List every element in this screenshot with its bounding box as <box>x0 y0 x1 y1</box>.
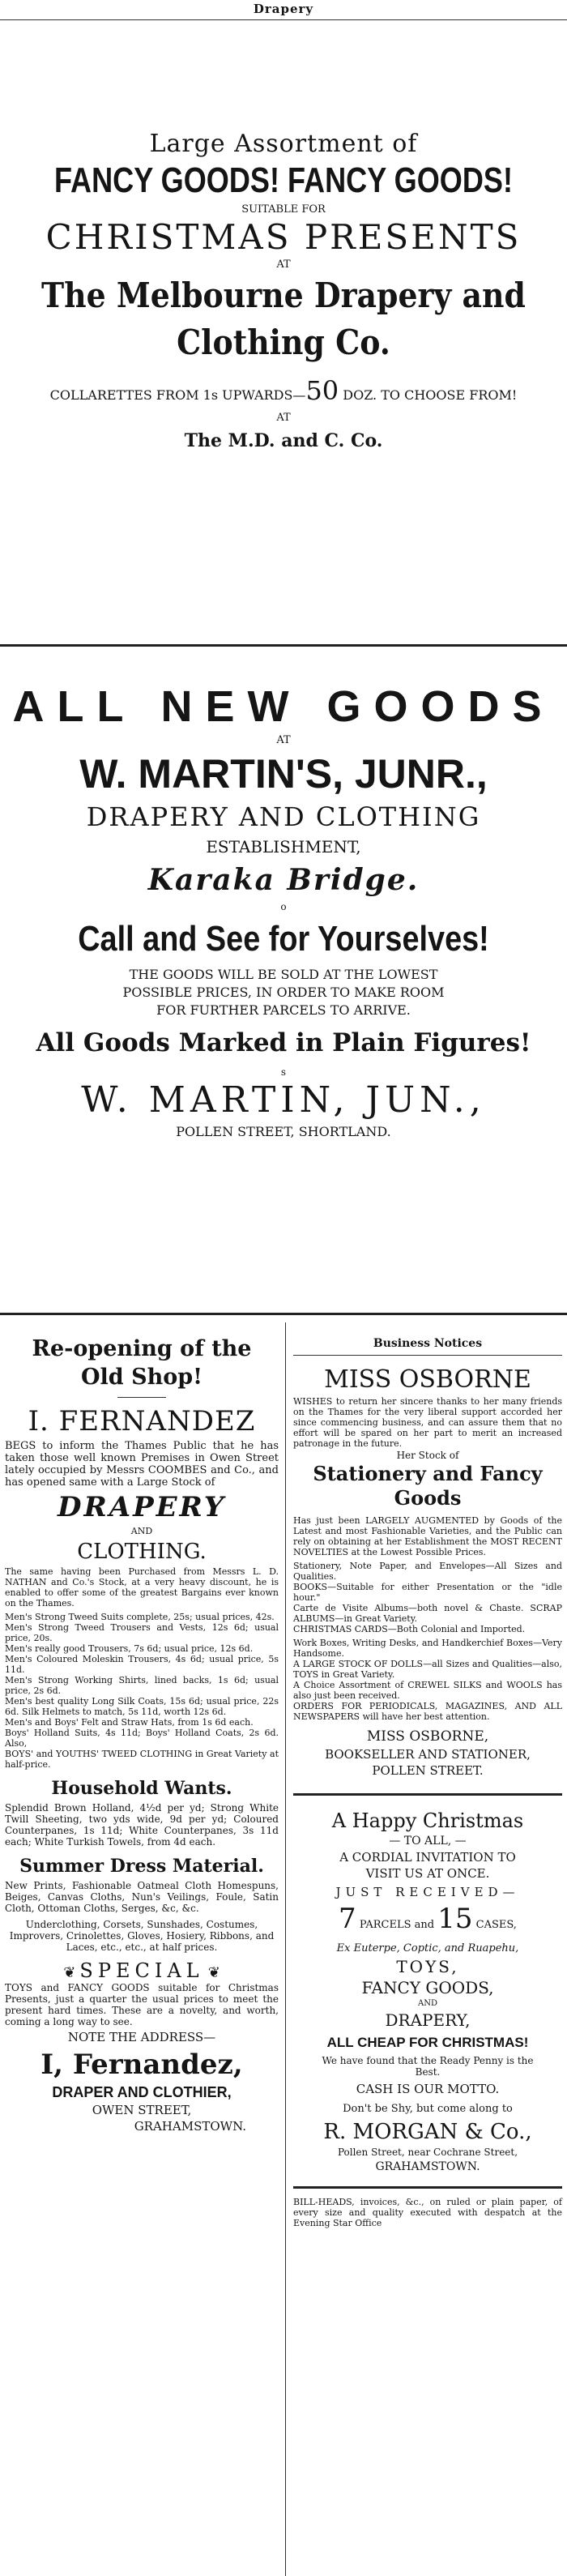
left-p4: Underclothing, Corsets, Sunshades, Costumes, Improvers, Crinolettes, Gloves, Hosiery, Ribbons, and Laces, etc., etc., at half prices. <box>9 1919 275 1953</box>
ad2-line7: o <box>280 901 287 912</box>
rule-2 <box>0 1313 567 1315</box>
left-title1: Re-opening of the <box>32 1336 252 1361</box>
ad1-line1: Large Assortment of <box>149 130 418 158</box>
left-p2: Splendid Brown Holland, 4½d per yd; Strong White Twill Sheeting, two yds wide, 9d per yd; Coloured Counterpanes, 1s 11d; White Counterpanes, 3s 11d each; White Turkish Towels, from 4d each. <box>5 1802 279 1848</box>
ad2-line15: POLLEN STREET, SHORTLAND. <box>176 1124 391 1139</box>
left-item: Men's best quality Long Silk Coats, 15s 6d; usual price, 22s 6d. Silk Helmets to match, 5s 11d, worth 12s 6d. <box>5 1696 279 1717</box>
right-name: MISS OSBORNE <box>324 1365 531 1394</box>
left-p5: TOYS and FANCY GOODS suitable for Christmas Presents, just a quarter the usual prices to meet the present hard times. These are a novelty, and worth, coming a long way to see. <box>5 1982 279 2027</box>
left-name: I. FERNANDEZ <box>28 1405 256 1438</box>
left-intro: BEGS to inform the Thames Public that he has taken those well known Premises in Owen Street lately occupied by Messrs COOMBES and Co., and has opened same with a Large Stock of <box>5 1440 279 1489</box>
right-cases-label: CASES, <box>472 1919 517 1931</box>
left-h2: Household Wants. <box>51 1778 232 1799</box>
column-divider <box>285 1322 286 2576</box>
right-x3: A CORDIAL INVITATION TO <box>339 1850 516 1865</box>
left-item: Men's Coloured Moleskin Trousers, 4s 6d; usual price, 5s 11d. <box>5 1654 279 1675</box>
right-parcels-label: PARCELS and <box>356 1919 438 1931</box>
ad1-line5: AT <box>276 258 291 271</box>
ad2-line5: ESTABLISHMENT, <box>206 837 361 857</box>
right-x11: DRAPERY, <box>385 2010 471 2030</box>
ad1-line3: SUITABLE FOR <box>241 203 326 216</box>
ad2-line6: Karaka Bridge. <box>147 863 420 897</box>
right-x9: FANCY GOODS, <box>361 1978 494 1997</box>
left-item: Men's Strong Tweed Trousers and Vests, 12s 6d; usual price, 20s. <box>5 1622 279 1643</box>
left-price-list <box>5 1612 279 1770</box>
page-header <box>0 2 567 16</box>
ornament-icon: ❦ <box>207 1964 220 1981</box>
ad1-collarettes-count: 50 <box>305 375 339 406</box>
right-rule-2 <box>293 2186 562 2189</box>
ad1-collarettes <box>0 374 567 412</box>
ad2-line12: All Goods Marked in Plain Figures! <box>36 1028 531 1057</box>
left-trade: DRAPER AND CLOTHIER, <box>52 2084 232 2100</box>
header-label: Drapery <box>253 2 314 16</box>
ad1-collarettes-rest: DOZ. TO CHOOSE FROM! <box>339 387 518 403</box>
ad2-line8: Call and See for Yourselves! <box>78 919 489 959</box>
right-x10: AND <box>418 1999 437 2008</box>
right-heading-rule <box>293 1355 562 1356</box>
ad1-line4: CHRISTMAS PRESENTS <box>45 217 522 257</box>
right-h1: Stationery and Fancy Goods <box>313 1462 543 1510</box>
right-column <box>293 1335 562 2228</box>
right-x1: A Happy Christmas <box>331 1809 524 1832</box>
right-street: POLLEN STREET. <box>372 1763 484 1778</box>
header-rule <box>0 19 567 20</box>
right-p4: BOOKS—Suitable for either Presentation or the "idle hour." <box>293 1582 562 1603</box>
right-p1: WISHES to return her sincere thanks to her many friends on the Thames for the very liberal support accorded her since commencing business, and can assure them that no effort will be spared on her part to merit an increased patronage in the future. <box>293 1396 562 1449</box>
left-item: Men's and Boys' Felt and Straw Hats, from 1s 6d each. <box>5 1717 254 1728</box>
right-p6: CHRISTMAS CARDS—Both Colonial and Imported. <box>293 1624 526 1634</box>
right-x8: TOYS, <box>396 1957 459 1976</box>
ad2-line1: ALL NEW GOODS <box>12 682 555 731</box>
left-street: OWEN STREET, <box>92 2103 192 2117</box>
ad2-line14: W. MARTIN, JUN., <box>81 1079 486 1121</box>
ad2-line3: W. MARTIN'S, JUNR., <box>79 751 488 797</box>
ad2-line2: AT <box>276 734 291 746</box>
right-p2: Has just been LARGELY AUGMENTED by Goods of the Latest and most Fashionable Varieties, and the Public can rely on obtaining at her Establishment the MOST RECENT NOVELTIES at the Lowest Possible Prices. <box>293 1515 562 1557</box>
rule-1 <box>0 644 567 647</box>
right-x16: R. MORGAN & Co., <box>323 2120 532 2144</box>
ad1-line9: AT <box>276 412 291 424</box>
ad1-line10: The M.D. and C. Co. <box>184 430 383 451</box>
left-clothing: CLOTHING. <box>77 1540 207 1564</box>
right-p5: Carte de Visite Albums—both novel & Chaste. SCRAP ALBUMS—in Great Variety. <box>293 1603 562 1624</box>
right-trade: BOOKSELLER AND STATIONER, <box>325 1747 531 1762</box>
ad1-collarettes-text: COLLARETTES FROM 1s UPWARDS— <box>49 387 306 403</box>
right-name2: MISS OSBORNE, <box>366 1728 489 1745</box>
left-item: Men's Strong Tweed Suits complete, 25s; usual prices, 42s. <box>5 1612 275 1622</box>
left-drapery: DRAPERY <box>57 1491 227 1523</box>
right-x18: GRAHAMSTOWN. <box>375 2160 480 2173</box>
left-special-label: SPECIAL <box>79 1959 204 1982</box>
right-x2: — TO ALL, — <box>389 1835 467 1848</box>
ad2-line4: DRAPERY AND CLOTHING <box>86 801 481 832</box>
right-x12: ALL CHEAP FOR CHRISTMAS! <box>326 2035 529 2050</box>
right-rule <box>293 1793 562 1796</box>
ad1-line2: FANCY GOODS! FANCY GOODS! <box>53 160 513 200</box>
ad2-line11: FOR FURTHER PARCELS TO ARRIVE. <box>156 1002 411 1018</box>
right-p7: Work Boxes, Writing Desks, and Handkerchief Boxes—Very Handsome. <box>293 1638 562 1659</box>
right-x19: BILL-HEADS, invoices, &c., on ruled or plain paper, of every size and quality executed with despatch at the Evening Star Office <box>293 2197 562 2228</box>
right-p10: ORDERS FOR PERIODICALS, MAGAZINES, AND ALL NEWSPAPERS will have her best attention. <box>293 1701 562 1722</box>
ad1-line7: Clothing Co. <box>177 323 390 362</box>
left-divider <box>117 1397 166 1398</box>
right-p8: A LARGE STOCK OF DOLLS—all Sizes and Qualities—also, TOYS in Great Variety. <box>293 1659 562 1680</box>
left-item: Boys' Holland Suits, 4s 11d; Boys' Holland Coats, 2s 6d. Also, <box>5 1728 279 1749</box>
left-h3: Summer Dress Material. <box>19 1856 264 1877</box>
right-p9: A Choice Assortment of CREWEL SILKS and WOOLS has also just been received. <box>293 1680 562 1701</box>
right-x4: VISIT US AT ONCE. <box>365 1866 490 1881</box>
right-stock: Her Stock of <box>396 1450 459 1461</box>
ad2-line13: s <box>280 1066 287 1078</box>
left-p3: New Prints, Fashionable Oatmeal Cloth Homespuns, Beiges, Canvas Cloths, Nun's Veilings, Foule, Satin Cloth, Ottoman Cloths, Serges, &c, &c. <box>5 1880 279 1914</box>
right-parcels-count: 7 <box>339 1903 356 1935</box>
right-x13: We have found that the Ready Penny is the Best. <box>322 2055 534 2078</box>
left-name2: I, Fernandez, <box>40 2048 243 2081</box>
left-item: Men's Strong Working Shirts, lined backs, 1s 6d; usual price, 2s 6d. <box>5 1675 279 1696</box>
right-p3: Stationery, Note Paper, and Envelopes—All Sizes and Qualities. <box>293 1561 562 1582</box>
ad-melbourne-drapery <box>0 130 567 457</box>
left-item: Men's really good Trousers, 7s 6d; usual price, 12s 6d. <box>5 1643 254 1654</box>
ad2-line9: THE GOODS WILL BE SOLD AT THE LOWEST <box>129 967 438 982</box>
ad2-line10: POSSIBLE PRICES, IN ORDER TO MAKE ROOM <box>122 985 445 1000</box>
business-notices-heading: Business Notices <box>373 1337 483 1350</box>
right-cases-count: 15 <box>437 1903 473 1935</box>
right-x7: Ex Euterpe, Coptic, and Ruapehu, <box>336 1942 519 1954</box>
left-town: GRAHAMSTOWN. <box>134 2119 246 2134</box>
left-note: NOTE THE ADDRESS— <box>67 2030 216 2044</box>
left-title2: Old Shop! <box>81 1365 202 1390</box>
left-special <box>5 1959 279 1982</box>
left-item: BOYS' and YOUTHS' TWEED CLOTHING in Great Variety at half-price. <box>5 1749 279 1770</box>
left-column <box>5 1335 279 2134</box>
right-x14: CASH IS OUR MOTTO. <box>356 2082 500 2096</box>
right-parcels <box>293 1903 562 1942</box>
right-x17: Pollen Street, near Cochrane Street, <box>337 2147 518 2158</box>
left-p1: The same having been Purchased from Messrs L. D. NATHAN and Co.'s Stock, at a very heavy discount, he is enabled to offer some of the greatest Bargains ever known on the Thames. <box>5 1566 279 1608</box>
ad-martin-drapery <box>0 681 567 1141</box>
right-x5: JUST RECEIVED— <box>335 1885 520 1899</box>
left-and: AND <box>130 1526 153 1536</box>
ornament-icon: ❦ <box>63 1964 76 1981</box>
ad1-line6: The Melbourne Drapery and <box>41 276 526 315</box>
right-x15: Don't be Shy, but come along to <box>343 2103 513 2115</box>
